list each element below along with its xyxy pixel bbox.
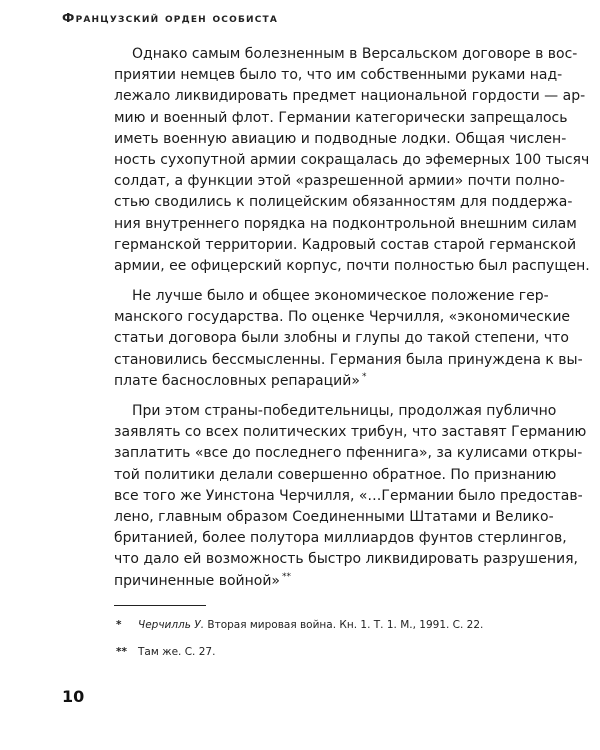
text-line: что дало ей возможность быстро ликвидировать разрушения, [114, 551, 578, 568]
footnote-mark: ** [116, 646, 127, 658]
footnote-text: Там же. С. 27. [138, 646, 216, 658]
footnote-marker: * [361, 371, 367, 382]
text-line: британией, более полутора миллиардов фунтов стерлингов, [114, 530, 567, 547]
paragraph-3 [114, 401, 587, 592]
text-line: лежало ликвидировать предмет национальной гордости — ар- [114, 88, 586, 105]
paragraph-2 [114, 286, 583, 392]
text-line: мию и военный флот. Германии категорически запрещалось [114, 109, 568, 126]
footnote-1 [114, 619, 534, 631]
text-line: стью сводились к полицейским обязанностям для поддержа- [114, 194, 573, 211]
text-line: приятии немцев было то, что им собственными руками над- [114, 67, 563, 84]
text-line: все того же Уинстона Черчилля, «…Германии было предостав- [114, 487, 583, 504]
running-head: Французский орден особиста [62, 10, 279, 25]
text-line: той политики делали совершенно обратное. По признанию [114, 466, 557, 483]
text-line: заплатить «все до последнего пфеннига», за кулисами откры- [114, 445, 583, 462]
text-line: заявлять со всех политических трибун, что заставят Германию [114, 424, 587, 441]
text-line: становились бессмысленны. Германия была принуждена к вы- [114, 351, 583, 368]
text-line: Однако самым болезненным в Версальском договоре в вос- [132, 46, 578, 62]
text-line: ния внутреннего порядка на подконтрольной внешним силам [114, 215, 577, 232]
text-line-last [114, 371, 530, 392]
footnote-text: Вторая мировая война. Кн. 1. Т. 1. М., 1991. С. 22. [204, 619, 484, 631]
text-line: солдат, а функции этой «разрешенной армии» почти полно- [114, 173, 565, 190]
text-line: лено, главным образом Соединенными Штатами и Велико- [114, 508, 554, 525]
footnote-marker: ** [282, 571, 291, 582]
text-line-content: причиненные войной» [114, 572, 280, 589]
text-line-last [114, 571, 530, 592]
page-number: 10 [62, 687, 85, 706]
text-line: Не лучше было и общее экономическое положение гер- [132, 288, 549, 305]
footnote-mark: * [116, 619, 122, 631]
paragraph-1 [114, 44, 590, 277]
text-line: иметь военную авиацию и подводные лодки. Общая числен- [114, 130, 567, 147]
footnote-rule [114, 605, 206, 606]
footnote-2 [114, 646, 534, 658]
body-text [114, 44, 590, 592]
text-line: манского государства. По оценке Черчилля, «экономические [114, 309, 571, 326]
text-line: ность сухопутной армии сокращалась до эфемерных 100 тысяч [114, 151, 590, 168]
text-line-content: плате баснословных репараций» [114, 372, 360, 389]
text-line: германской территории. Кадровый состав старой германской [114, 236, 577, 253]
text-line: армии, ее офицерский корпус, почти полностью был распущен. [114, 257, 590, 274]
text-line: статьи договора были злобны и глупы до такой степени, что [114, 330, 569, 347]
text-line: При этом страны-победительницы, продолжая публично [132, 403, 557, 419]
footnote-author: Черчилль У. [138, 619, 205, 631]
